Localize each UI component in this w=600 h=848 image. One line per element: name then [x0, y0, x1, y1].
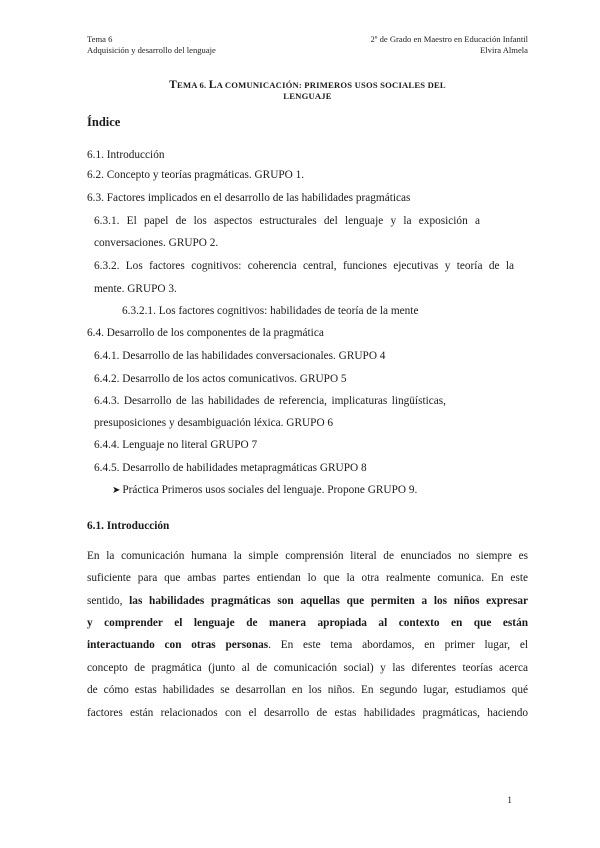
running-header-right	[370, 34, 528, 56]
paragraph-emphasis: las habilidades pragmáticas son aquellas que permiten a los niños expresar	[129, 595, 528, 607]
toc-item-6-2[interactable]: 6.2. Concepto y teorías pragmáticas. GRUPO 1.	[87, 169, 305, 181]
toc-item-6-4-5[interactable]: 6.4.5. Desarrollo de habilidades metapragmáticas GRUPO 8	[94, 462, 367, 474]
title-cap-t: T	[169, 79, 178, 91]
toc-item-6-4-1[interactable]: 6.4.1. Desarrollo de las habilidades conversacionales. GRUPO 4	[94, 350, 386, 362]
paragraph-text: . En este tema abordamos, en primer lugar, el	[268, 639, 528, 651]
header-course: Adquisición y desarrollo del lenguaje	[87, 45, 216, 55]
index-heading: Índice	[87, 115, 121, 129]
toc-item-practica-label: Práctica Primeros usos sociales del lenguaje. Propone GRUPO 9.	[122, 484, 418, 496]
paragraph-line-emphasis: y comprender el lenguaje de manera apropiada al contexto en que están	[87, 617, 528, 629]
paragraph-line: de cómo estas habilidades se desarrollan en los niños. En segundo lugar, estudiamos qué	[87, 684, 528, 696]
title-line-2: LENGUAJE	[283, 91, 332, 101]
toc-item-6-3-1-cont[interactable]: conversaciones. GRUPO 2.	[94, 237, 219, 249]
paragraph-emphasis: interactuando con otras personas	[87, 639, 269, 651]
running-header-left	[87, 34, 216, 56]
paragraph-line	[87, 594, 528, 608]
paragraph-line: suficiente para que ambas partes entiendan lo que la otra realmente comunica. En este	[87, 572, 528, 584]
toc-item-6-3[interactable]: 6.3. Factores implicados en el desarrollo de las habilidades pragmáticas	[87, 192, 411, 204]
title-part-1: EMA 6.	[177, 80, 209, 90]
paragraph-line: En la comunicación humana la simple comprensión literal de enunciados no siempre es	[87, 550, 528, 562]
toc-item-6-3-2-cont[interactable]: mente. GRUPO 3.	[94, 283, 177, 295]
title-line-1	[87, 80, 528, 91]
toc-item-6-4-4[interactable]: 6.4.4. Lenguaje no literal GRUPO 7	[94, 439, 258, 451]
toc-item-6-4-2[interactable]: 6.4.2. Desarrollo de los actos comunicativos. GRUPO 5	[94, 373, 347, 385]
toc-item-6-4-3-cont[interactable]: presuposiciones y desambiguación léxica. GRUPO 6	[94, 417, 334, 429]
page-number: 1	[507, 796, 512, 806]
toc-item-6-3-1[interactable]: 6.3.1. El papel de los aspectos estructurales del lenguaje y la exposición a	[94, 215, 480, 227]
section-heading-introduccion: 6.1. Introducción	[87, 520, 170, 532]
title-cap-l: L	[208, 79, 217, 91]
paragraph-line	[87, 638, 528, 652]
paragraph-line: factores están relacionados con el desarrollo de estas habilidades pragmáticas, haciendo	[87, 707, 528, 719]
document-title	[87, 80, 528, 102]
toc-item-practica[interactable]	[112, 483, 417, 498]
header-author: Elvira Almela	[480, 45, 528, 55]
paragraph-text: sentido,	[87, 595, 130, 607]
toc-item-6-1[interactable]: 6.1. Introducción	[87, 149, 165, 161]
toc-item-6-4[interactable]: 6.4. Desarrollo de los componentes de la pragmática	[87, 327, 324, 339]
toc-item-6-4-3[interactable]: 6.4.3. Desarrollo de las habilidades de referencia, implicaturas lingüísticas,	[94, 395, 446, 407]
paragraph-line: concepto de pragmática (junto al de comunicación social) y las diferentes teorías acerca	[87, 662, 528, 674]
toc-item-6-3-2-1[interactable]: 6.3.2.1. Los factores cognitivos: habilidades de teoría de la mente	[122, 305, 419, 317]
toc-item-6-3-2[interactable]: 6.3.2. Los factores cognitivos: coherencia central, funciones ejecutivas y teoría de la	[94, 260, 514, 272]
title-part-2: A COMUNICACIÓN: PRIMEROS USOS SOCIALES DEL	[216, 80, 446, 90]
arrow-bullet-icon: ➤	[112, 485, 121, 496]
header-topic: Tema 6	[87, 34, 113, 44]
header-degree: 2º de Grado en Maestro en Educación Infantil	[370, 34, 528, 44]
